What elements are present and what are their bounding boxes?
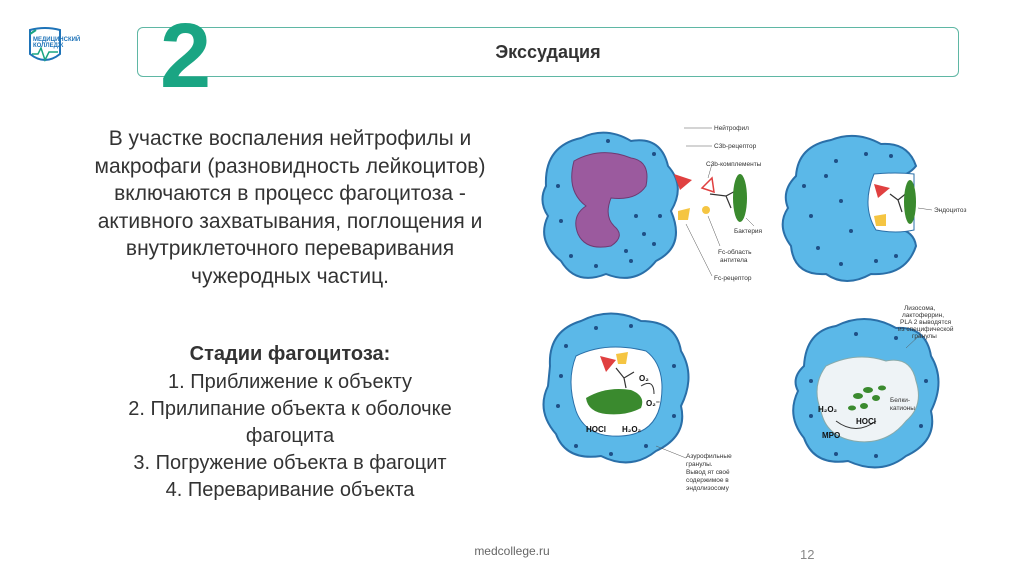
paragraph-line: чужеродных частиц. [191, 264, 389, 288]
paragraph-line: внутриклеточного переваривания [125, 237, 455, 260]
logo-line-1: МЕДИЦИНСКИЙ [33, 37, 81, 43]
footer-site: medcollege.ru [474, 544, 550, 558]
fc-receptor-shape [616, 352, 628, 364]
panel-adhesion [783, 136, 967, 281]
phagocytosis-diagram [536, 116, 990, 492]
paragraph-line: активного захватывания, поглощения и [97, 209, 483, 233]
label-azuro-3: Вывод ят своё [686, 469, 730, 476]
stage-item: 2. Прилипание объекта к оболочке [128, 398, 452, 420]
label-h2o2-b: H₂O₂ [818, 405, 838, 414]
fc-receptor-shape [874, 214, 886, 226]
label-neutrophil: Нейтрофил [714, 125, 749, 132]
stage-item: 3. Погружение объекта в фагоцит [133, 452, 447, 474]
label-h2o2: H₂O₂ [622, 425, 642, 434]
college-logo [22, 24, 81, 68]
label-proteins-1: Белки- [890, 397, 911, 404]
page-title: Экссудация [495, 42, 601, 62]
paragraph-line: включаются в процесс фагоцитоза - [114, 182, 466, 205]
stages-list [40, 369, 540, 504]
stage-item: фагоцита [245, 425, 335, 447]
label-o2: O₂ [639, 374, 649, 383]
bacterium-shape [904, 180, 916, 224]
stages-heading: Стадии фагоцитоза: [189, 343, 391, 365]
section-number: 2 [160, 5, 212, 107]
antibody-fc-shape [702, 206, 710, 214]
label-bacteria: Бактерия [734, 228, 763, 235]
label-lyso-5: гранулы [912, 333, 937, 340]
label-o2-minus: O₂⁻ [646, 399, 660, 408]
panel-engulfment [544, 314, 733, 493]
label-lyso-3: PLA 2 выводятся [900, 319, 952, 326]
logo-line-2: КОЛЛЕДЖ [33, 43, 64, 49]
stage-item: 4. Переваривание объекта [165, 479, 415, 501]
panel-approach [542, 124, 762, 282]
label-azuro-1: Азурофильные [686, 453, 732, 460]
label-hocl: HOCl [586, 425, 606, 434]
label-fc-region-2: антитела [720, 257, 748, 264]
stage-item: 1. Приближение к объекту [168, 371, 412, 393]
panel-digestion [793, 305, 954, 467]
label-azuro-2: гранулы. [686, 461, 713, 468]
label-proteins-2: катионы [890, 405, 915, 412]
label-c3b-complements: C3b-комплементы [706, 161, 762, 168]
main-paragraph [40, 125, 540, 290]
title-box [137, 27, 959, 77]
label-azuro-5: эндолизосому [686, 485, 729, 492]
label-fc-region-1: Fc-область [718, 249, 752, 256]
paragraph-line: В участке воспаления нейтрофилы и [108, 127, 472, 150]
label-c3b-receptor: C3b-рецептор [714, 143, 757, 150]
fc-receptor-shape [678, 208, 690, 220]
label-lyso-4: из специфической [898, 326, 954, 333]
bacterium-shape [733, 174, 747, 222]
complement-shape [702, 178, 714, 192]
phagocytosis-figure [536, 116, 990, 492]
paragraph-line: макрофаги (разновидность лейкоцитов) [94, 154, 486, 178]
label-lyso-1: Лизосома, [904, 305, 936, 312]
label-azuro-4: содержимое в [686, 477, 729, 484]
label-endocytosis: Эндоцитоз [934, 207, 967, 214]
label-hocl-b: HOCl [856, 417, 876, 426]
label-fc-receptor: Fc-рецептор [714, 275, 752, 282]
page-number: 12 [800, 547, 815, 562]
label-mpo: MPO [822, 431, 841, 440]
label-lyso-2: лактоферрин, [902, 312, 945, 319]
